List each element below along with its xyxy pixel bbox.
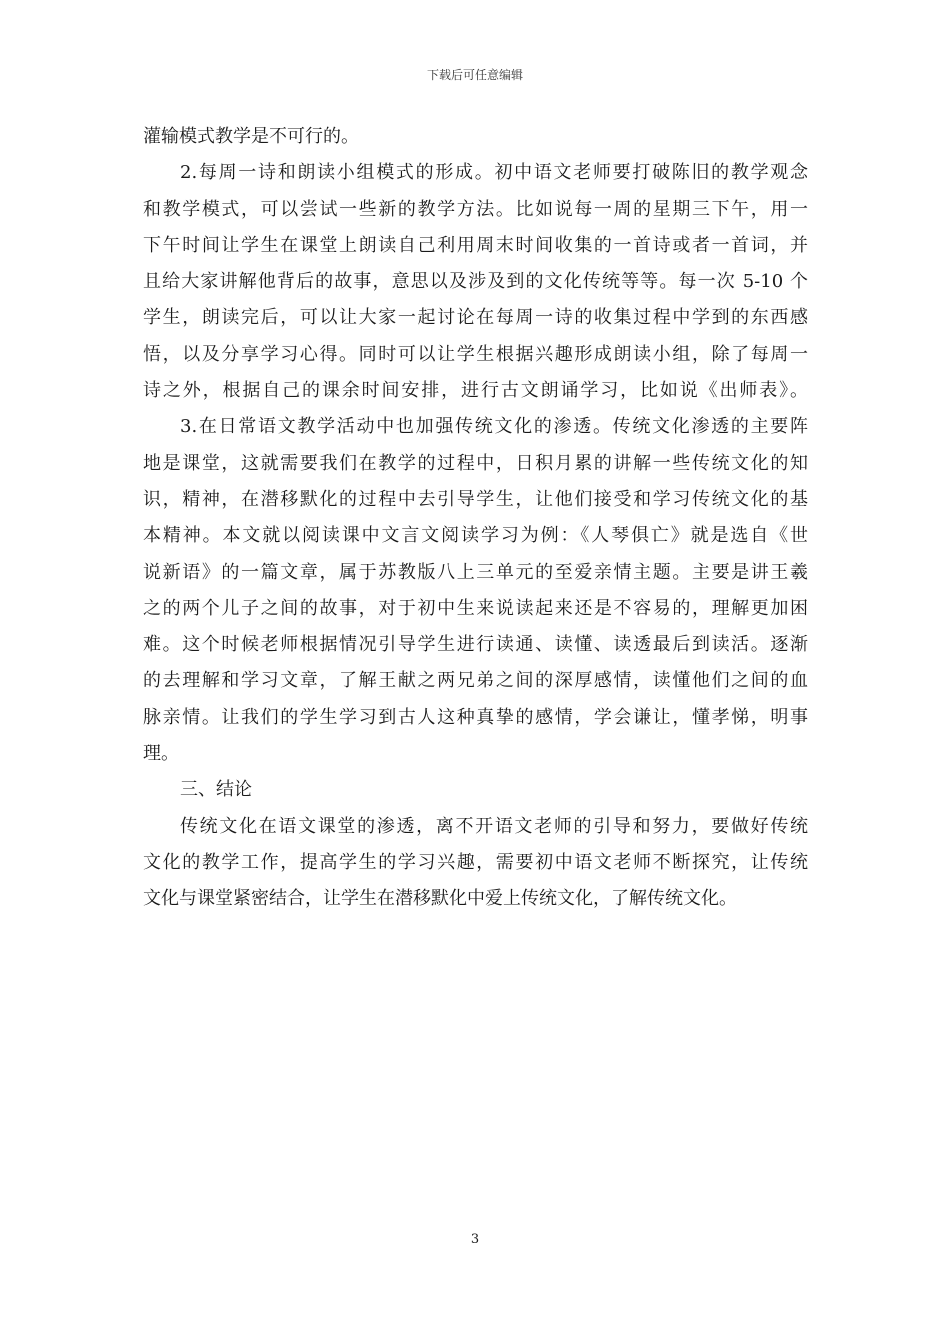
body-line: 地是课堂，这就需要我们在教学的过程中，日积月累的讲解一些传统文化的知 — [143, 452, 808, 474]
body-line: 诗之外，根据自己的课余时间安排，进行古文朗诵学习，比如说《出师表》。 — [143, 380, 808, 402]
body-line: 学生，朗读完后，可以让大家一起讨论在每周一诗的收集过程中学到的东西感 — [143, 307, 808, 329]
body-line: 之的两个儿子之间的故事，对于初中生来说读起来还是不容易的，理解更加困 — [143, 597, 808, 619]
body-line: 脉亲情。让我们的学生学习到古人这种真挚的感情，学会谦让，懂孝悌，明事 — [143, 706, 808, 728]
body-line: 本精神。本文就以阅读课中文言文阅读学习为例：《人琴俱亡》就是选自《世 — [143, 525, 808, 547]
body-line: 文化的教学工作，提高学生的学习兴趣，需要初中语文老师不断探究，让传统 — [143, 851, 808, 873]
body-line: 说新语》的一篇文章，属于苏教版八上三单元的至爱亲情主题。主要是讲王羲 — [143, 561, 808, 583]
page-header: 下载后可任意编辑 — [426, 68, 523, 82]
document-body — [143, 119, 808, 918]
body-line: 下午时间让学生在课堂上朗读自己利用周末时间收集的一首诗或者一首词，并 — [143, 234, 808, 256]
section-heading: 三、结论 — [180, 779, 252, 801]
body-line: 和教学模式，可以尝试一些新的教学方法。比如说每一周的星期三下午，用一 — [143, 198, 808, 220]
body-line: 识，精神，在潜移默化的过程中去引导学生，让他们接受和学习传统文化的基 — [143, 488, 808, 510]
body-line: 且给大家讲解他背后的故事，意思以及涉及到的文化传统等等。每一次 5-10 个 — [143, 271, 808, 293]
body-line: 的去理解和学习文章，了解王献之两兄弟之间的深厚感情，读懂他们之间的血 — [143, 670, 808, 692]
body-line: 3.在日常语文教学活动中也加强传统文化的渗透。传统文化渗透的主要阵 — [180, 416, 808, 438]
body-line: 文化与课堂紧密结合，让学生在潜移默化中爱上传统文化，了解传统文化。 — [143, 888, 737, 910]
body-line: 灌输模式教学是不可行的。 — [143, 126, 359, 147]
body-line: 难。这个时候老师根据情况引导学生进行读通、读懂、读透最后到读活。逐渐 — [143, 634, 808, 656]
page-number: 3 — [470, 1232, 480, 1247]
body-line: 传统文化在语文课堂的渗透，离不开语文老师的引导和努力，要做好传统 — [180, 815, 808, 837]
body-line: 悟，以及分享学习心得。同时可以让学生根据兴趣形成朗读小组，除了每周一 — [143, 343, 808, 365]
body-line: 2.每周一诗和朗读小组模式的形成。初中语文老师要打破陈旧的教学观念 — [180, 162, 808, 184]
body-line: 理。 — [143, 743, 179, 765]
